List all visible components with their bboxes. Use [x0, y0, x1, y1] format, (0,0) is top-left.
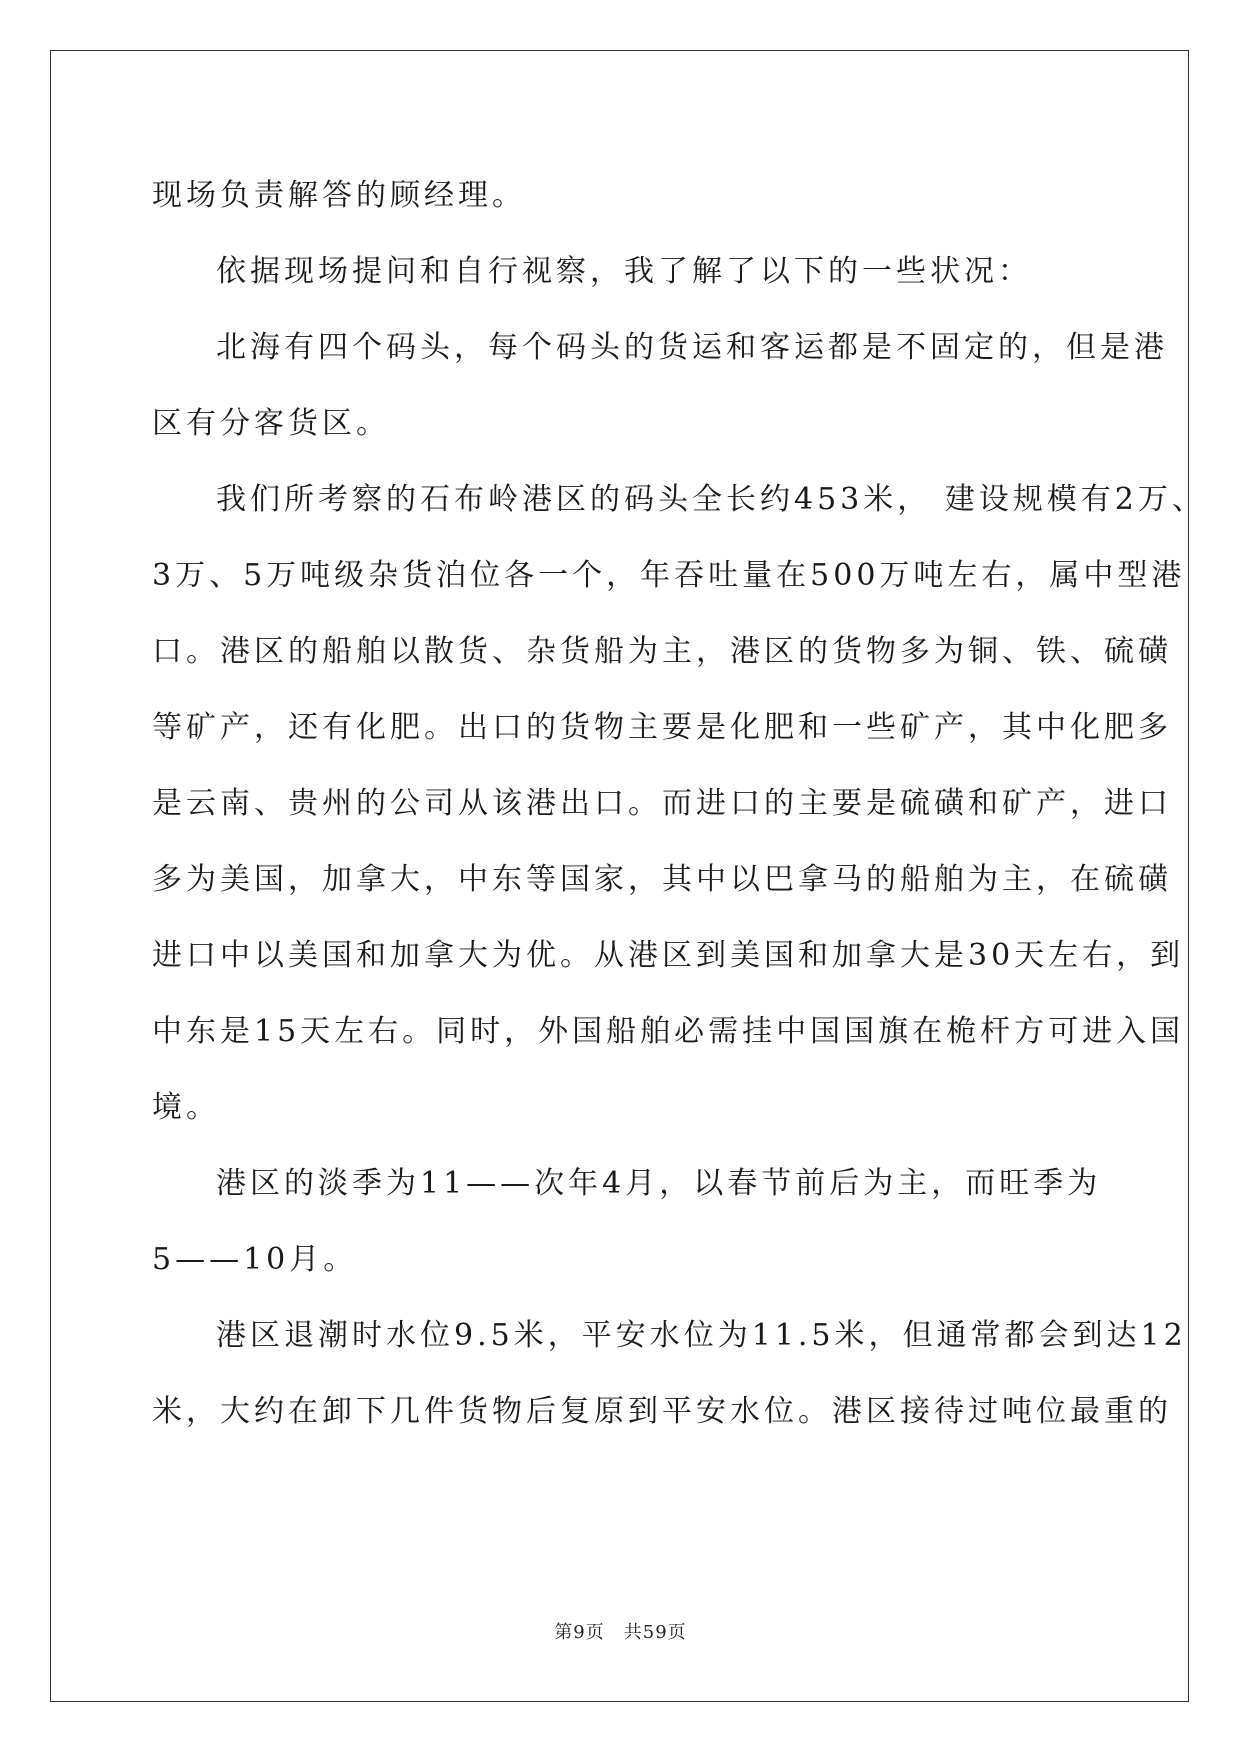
page-number-footer: 第9页 共59页 [554, 1622, 687, 1643]
text-line-11: 进口中以美国和加拿大为优。从港区到美国和加拿大是30天左右，到 [152, 938, 1185, 973]
text-line-16: 港区退潮时水位9.5米，平安水位为11.5米，但通常都会到达12 [216, 1318, 1187, 1353]
text-line-1: 现场负责解答的顾经理。 [152, 178, 526, 213]
text-line-12: 中东是15天左右。同时，外国船舶必需挂中国国旗在桅杆方可进入国 [152, 1014, 1185, 1049]
text-line-13: 境。 [152, 1090, 220, 1125]
text-line-15: 5——10月。 [152, 1242, 358, 1277]
document-body [152, 158, 1206, 1450]
text-line-5: 我们所考察的石布岭港区的码头全长约453米， 建设规模有2万、 [216, 482, 1206, 517]
text-line-10: 多为美国，加拿大，中东等国家，其中以巴拿马的船舶为主，在硫磺 [152, 862, 1172, 897]
text-line-6: 3万、5万吨级杂货泊位各一个，年吞吐量在500万吨左右，属中型港 [152, 558, 1186, 593]
text-line-8: 等矿产，还有化肥。出口的货物主要是化肥和一些矿产，其中化肥多 [152, 710, 1172, 745]
text-line-17: 米，大约在卸下几件货物后复原到平安水位。港区接待过吨位最重的 [152, 1394, 1172, 1429]
text-line-14: 港区的淡季为11——次年4月，以春节前后为主，而旺季为 [216, 1166, 1102, 1201]
text-line-7: 口。港区的船舶以散货、杂货船为主，港区的货物多为铜、铁、硫磺 [152, 634, 1172, 669]
text-line-4: 区有分客货区。 [152, 406, 390, 441]
text-line-9: 是云南、贵州的公司从该港出口。而进口的主要是硫磺和矿产，进口 [152, 786, 1172, 821]
text-line-2: 依据现场提问和自行视察，我了解了以下的一些状况： [216, 254, 1032, 289]
text-line-3: 北海有四个码头，每个码头的货运和客运都是不固定的，但是港 [216, 330, 1168, 365]
